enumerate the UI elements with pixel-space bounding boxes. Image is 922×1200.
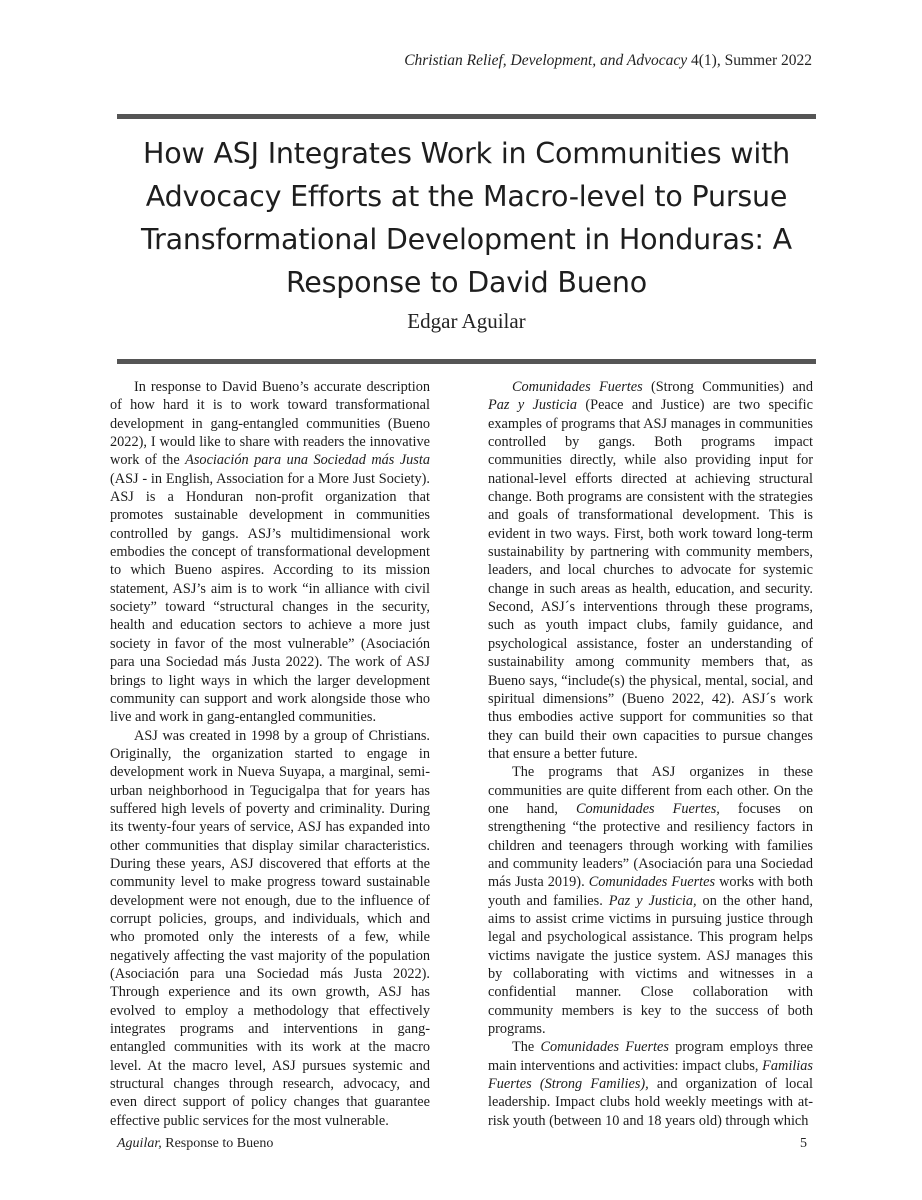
text-run: In response to David Bueno’s accurate description of how hard it is to work toward transformational development in gang-entangled communities (Bueno 2022), I would like to share with readers the innovative work of the (110, 379, 430, 469)
text-run: works with both youth and families. (488, 874, 813, 909)
text-run: focuses on strengthening “the protective and resiliency factors in children and teenagers through working with families and community leaders” (Asociación para una Sociedad más Justa 2019). (488, 800, 814, 891)
text-run-italic: Comunidades Fuertes (588, 874, 716, 891)
text-run-italic: Paz y Justicia, (608, 892, 697, 909)
right-paragraph-1 (488, 378, 813, 763)
text-run-italic: Paz y Justicia (488, 397, 577, 414)
article-title: How ASJ Integrates Work in Communities with Advocacy Efforts at the Macro-level to Pursue Transformational Development in Honduras: A Response to David Bueno (141, 137, 792, 299)
running-header (404, 52, 812, 70)
left-paragraph-2: ASJ was created in 1998 by a group of Christians. Originally, the organization started to engage in development work in Nueva Suyapa, a marginal, semi-urban neighborhood in Tegucigalpa that for years has suffered high levels of poverty and criminality. During its twenty-four years of service, ASJ has expanded into other communities that display similar characteristics. During these years, ASJ discovered that efforts at the community level to make progress toward sustainable development were not enough, due to the influence of corrupt policies, groups, and individuals, which and who promoted only the interests of a few, while negatively affecting the vast majority of the population (Asociación para una Sociedad más Justa 2022). Through experience and its own growth, ASJ has evolved to employ a methodology that effectively integrates programs and interventions in gang-entangled communities with its work at the macro level. At the macro level, ASJ pursues systemic and structural changes through research, advocacy, and even direct support of policy changes that guarantee effective public services for the most vulnerable. (110, 727, 430, 1129)
text-run: program employs three main interventions and activities: impact clubs, (488, 1039, 813, 1074)
text-run: on the other hand, aims to assist crime victims in pursuing justice through legal and psychological assistance. This program helps victims navigate the justice system. ASJ manages this by collaborating with victims and witnesses in a confidential manner. Close collaboration with community members is key to the success of both programs. (488, 892, 813, 1038)
text-run-italic: Comunidades Fuertes, (575, 800, 720, 817)
text-run: (Peace and Justice) are two specific examples of programs that ASJ manages in communities controlled by gangs. Both programs impact communities directly, while also providing input for national-level efforts directed at achieving structural change. Both programs are consistent with the strategies and goals of transformational development. This is evident in two ways. First, both work toward long-term sustainability by partnering with community members, leaders, and local churches to advocate for systemic change in such areas as health, education, and security. Second, ASJ´s interventions through these programs, such as youth impact clubs, family guidance, and psychological assistance, foster an understanding of sustainability among community members that, as Bueno says, “include(s) the physical, mental, social, and spiritual dimensions” (Bueno 2022, 42). ASJ´s work thus embodies active support for communities so that they can build their own capacities to pursue changes that ensure a better future. (488, 397, 813, 762)
article-author: Edgar Aguilar (407, 309, 526, 333)
right-paragraph-2 (488, 763, 813, 1038)
text-run: and organization of local leadership. Impact clubs hold weekly meetings with at-risk youth (between 10 and 18 years old) through which (488, 1076, 813, 1129)
footer-author: Aguilar, (117, 1136, 162, 1151)
issue-info: 4(1), Summer 2022 (691, 52, 812, 69)
title-rule-bottom (117, 359, 816, 364)
text-run: (ASJ - in English, Association for a More Just Society). ASJ is a Honduran non-profit organization that promotes sustainable development in communities controlled by gangs. ASJ’s multidimensional work embodies the concept of transformational development to which Bueno aspires. According to its mission statement, ASJ’s aim is to work “in alliance with civil society” toward “structural changes in the security, health and education sectors to achieve a more just society in favor of the most vulnerable” (Asociación para una Sociedad más Justa 2022). The work of ASJ brings to light ways in which the larger development community can support and work alongside those who live and work in gang-entangled communities. (110, 470, 430, 726)
text-run-italic: Comunidades Fuertes (512, 379, 643, 395)
right-paragraph-3 (488, 1038, 813, 1130)
running-footer (117, 1136, 273, 1152)
left-paragraph-1 (110, 378, 430, 727)
text-run-italic: Asociación para una Sociedad más Justa (185, 452, 430, 469)
journal-name: Christian Relief, Development, and Advocacy (404, 52, 688, 69)
text-run: (Strong Communities) and (642, 379, 813, 395)
right-column (488, 378, 813, 1130)
page-number: 5 (800, 1136, 807, 1151)
left-column (110, 378, 430, 1130)
text-run: The (512, 1039, 541, 1056)
text-run: The programs that ASJ organizes in these communities are quite different from each other. On the one hand, (488, 764, 813, 817)
footer-short-title: Response to Bueno (161, 1136, 274, 1151)
title-rule-top (117, 114, 816, 119)
text-run-italic: Comunidades Fuertes (540, 1039, 669, 1056)
text-run-italic: Familias Fuertes (Strong Families), (488, 1057, 813, 1093)
